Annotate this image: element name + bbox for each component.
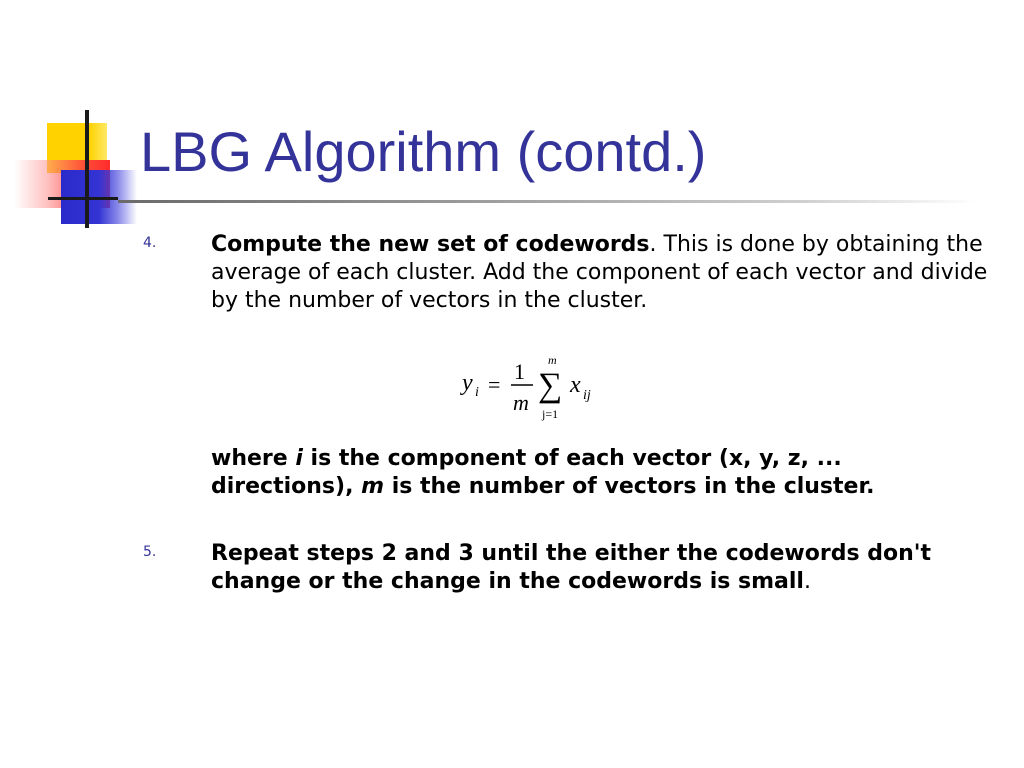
formula-term-var: x — [570, 372, 581, 398]
item-step-tail: . — [803, 569, 811, 594]
note-middle: is the component of each vector (x, y, z, ... directions), — [211, 446, 842, 499]
formula-term-sub: ij — [583, 388, 591, 403]
formula-equals: = — [488, 372, 501, 397]
item-heading: Compute the new set of codewords — [211, 232, 650, 257]
title-underline — [118, 200, 978, 203]
list-item-text — [211, 231, 991, 315]
list-item-text — [211, 540, 991, 596]
formula-denominator: m — [513, 390, 529, 415]
item-description: . This is done by obtaining the average of each cluster. Add the component of each vector and divide by the number of vectors in the cluster. — [211, 232, 988, 313]
slide-title: LBG Algorithm (contd.) — [140, 120, 707, 183]
note-prefix: where — [211, 446, 296, 471]
formula-note-text — [211, 445, 991, 501]
formula-sum-upper: m — [548, 353, 557, 367]
formula-numerator: 1 — [514, 359, 525, 384]
formula-lhs-sub: i — [475, 385, 479, 400]
list-number: 5. — [143, 544, 157, 560]
decor-horizontal-line — [48, 197, 118, 200]
formula-sum-lower: j=1 — [542, 407, 559, 421]
note-var-i: i — [295, 446, 303, 471]
item-step-text: Repeat steps 2 and 3 until the either the codewords don't change or the change in the codewords is small — [211, 541, 931, 594]
formula-sigma: ∑ — [538, 367, 563, 404]
average-formula — [460, 352, 600, 424]
list-number: 4. — [143, 235, 157, 251]
decor-vertical-line — [85, 110, 89, 228]
formula-lhs-var: y — [462, 370, 473, 396]
note-var-m: m — [361, 474, 385, 499]
note-suffix: is the number of vectors in the cluster. — [384, 474, 875, 499]
